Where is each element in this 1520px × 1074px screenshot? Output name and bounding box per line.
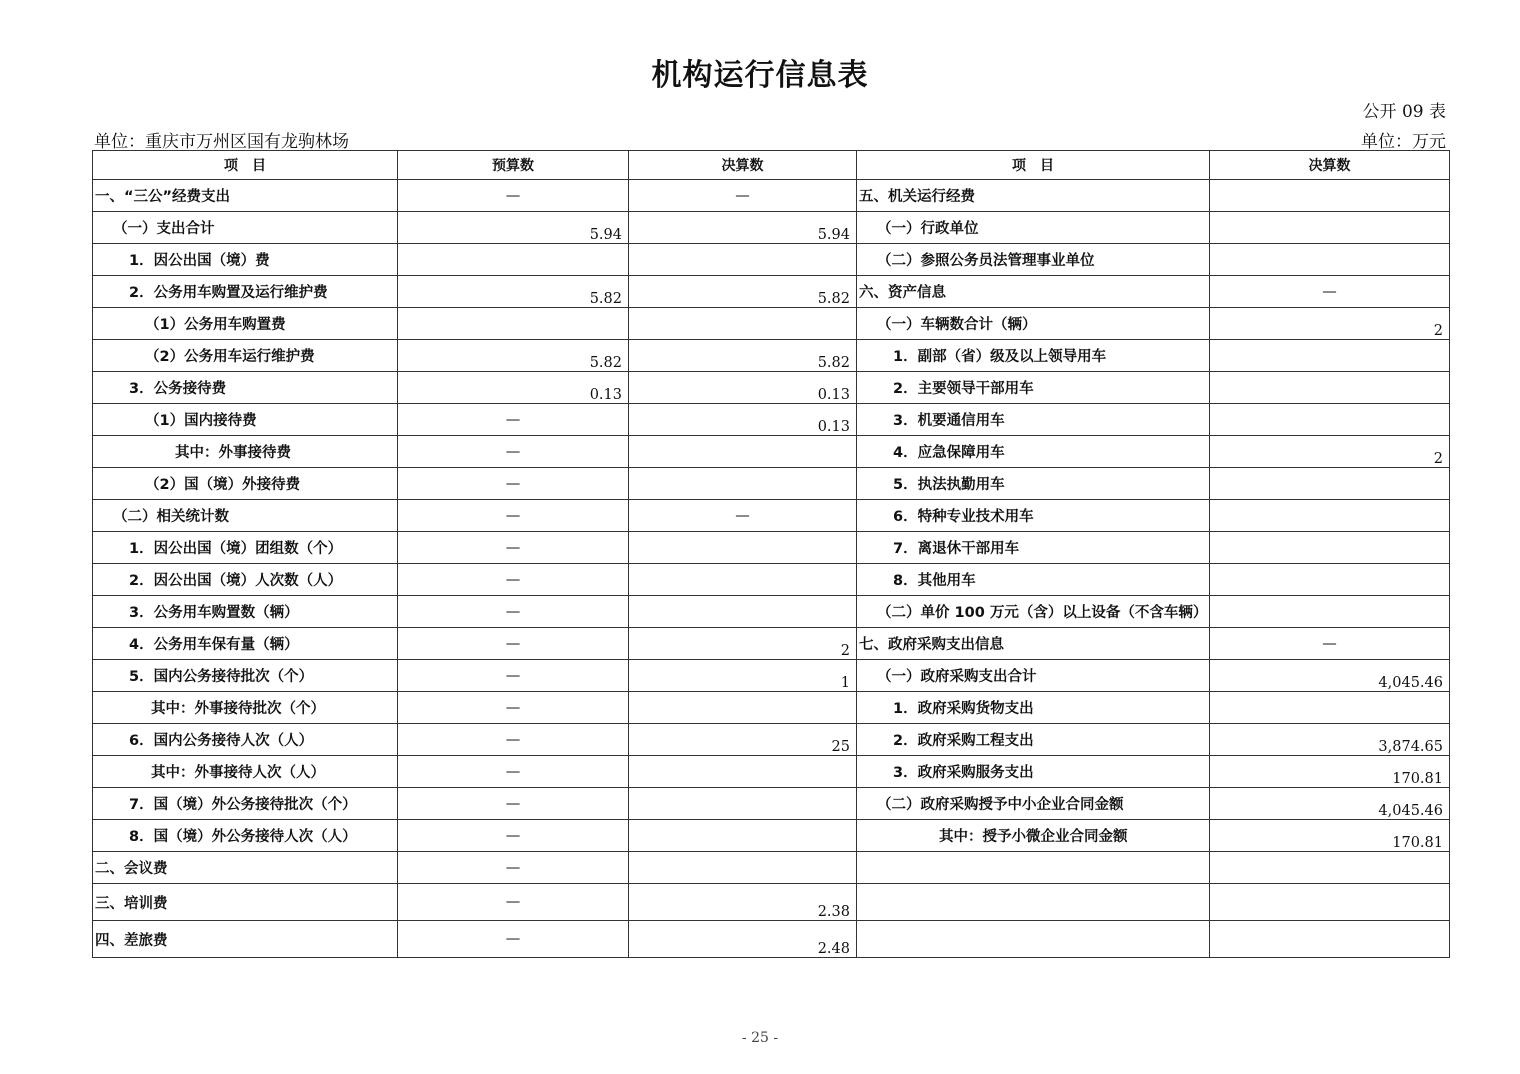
final-value (629, 820, 857, 852)
row-item-label-right: 2．政府采购工程支出 (857, 724, 1210, 756)
row-item-label: 其中：外事接待批次（个） (93, 692, 398, 724)
budget-value: — (398, 820, 629, 852)
row-item-label-right: 七、政府采购支出信息 (857, 628, 1210, 660)
row-item-label: 2．因公出国（境）人次数（人） (93, 564, 398, 596)
table-row (93, 724, 1450, 756)
final-value-right (1210, 468, 1450, 500)
row-item-label-right: 5．执法执勤用车 (857, 468, 1210, 500)
table-row (93, 468, 1450, 500)
row-item-label: 其中：外事接待费 (93, 436, 398, 468)
final-value (629, 564, 857, 596)
row-item-label: 1．因公出国（境）团组数（个） (93, 532, 398, 564)
budget-value: — (398, 628, 629, 660)
budget-value: 5.82 (398, 340, 629, 372)
row-item-label-right: 3．政府采购服务支出 (857, 756, 1210, 788)
table-row (93, 212, 1450, 244)
row-item-label: （1）国内接待费 (93, 404, 398, 436)
final-value-right: 2 (1210, 436, 1450, 468)
row-item-label: 二、会议费 (93, 852, 398, 884)
budget-value: — (398, 724, 629, 756)
budget-value: — (398, 692, 629, 724)
final-value: 1 (629, 660, 857, 692)
final-value-right: — (1210, 628, 1450, 660)
final-value-right: — (1210, 276, 1450, 308)
row-item-label: 2．公务用车购置及运行维护费 (93, 276, 398, 308)
final-value (629, 468, 857, 500)
row-item-label-right: 1．政府采购货物支出 (857, 692, 1210, 724)
row-item-label-right: （二）参照公务员法管理事业单位 (857, 244, 1210, 276)
final-value: 0.13 (629, 404, 857, 436)
row-item-label-right: 2．主要领导干部用车 (857, 372, 1210, 404)
budget-value: — (398, 596, 629, 628)
budget-value: — (398, 852, 629, 884)
final-value-right (1210, 692, 1450, 724)
header-item-right: 项 目 (857, 151, 1210, 180)
final-value (629, 532, 857, 564)
row-item-label-right: 4．应急保障用车 (857, 436, 1210, 468)
info-table (92, 150, 1450, 958)
final-value (629, 788, 857, 820)
row-item-label: 8．国（境）外公务接待人次（人） (93, 820, 398, 852)
final-value (629, 436, 857, 468)
page-number: - 25 - (741, 1030, 779, 1046)
final-value-right (1210, 500, 1450, 532)
final-value-right (1210, 244, 1450, 276)
final-value-right: 4,045.46 (1210, 788, 1450, 820)
row-item-label: 4．公务用车保有量（辆） (93, 628, 398, 660)
row-item-label: 三、培训费 (93, 884, 398, 921)
row-item-label-right: （一）行政单位 (857, 212, 1210, 244)
final-value: 2.48 (629, 921, 857, 958)
row-item-label: （一）支出合计 (93, 212, 398, 244)
budget-value (398, 244, 629, 276)
table-row (93, 596, 1450, 628)
table-body (93, 180, 1450, 958)
budget-value: — (398, 564, 629, 596)
row-item-label: （2）公务用车运行维护费 (93, 340, 398, 372)
final-value-right (1210, 884, 1450, 921)
final-value: — (629, 180, 857, 212)
table-row (93, 500, 1450, 532)
final-value: 2 (629, 628, 857, 660)
final-value-right: 4,045.46 (1210, 660, 1450, 692)
table-header-row (93, 151, 1450, 180)
final-value (629, 756, 857, 788)
final-value-right (1210, 532, 1450, 564)
header-final: 决算数 (629, 151, 857, 180)
row-item-label-right: （二）单价 100 万元（含）以上设备（不含车辆） (857, 596, 1210, 628)
row-item-label: 一、“三公”经费支出 (93, 180, 398, 212)
table-row (93, 788, 1450, 820)
budget-value: — (398, 660, 629, 692)
row-item-label-right (857, 884, 1210, 921)
final-value-right (1210, 596, 1450, 628)
final-value (629, 692, 857, 724)
final-value-right (1210, 212, 1450, 244)
final-value-right (1210, 404, 1450, 436)
budget-value: — (398, 404, 629, 436)
table-row (93, 276, 1450, 308)
row-item-label-right: （一）政府采购支出合计 (857, 660, 1210, 692)
budget-value: — (398, 756, 629, 788)
budget-value: — (398, 468, 629, 500)
row-item-label-right: 8．其他用车 (857, 564, 1210, 596)
row-item-label-right: （一）车辆数合计（辆） (857, 308, 1210, 340)
row-item-label: 1．因公出国（境）费 (93, 244, 398, 276)
form-number: 公开 09 表 (1362, 102, 1446, 122)
final-value: — (629, 500, 857, 532)
row-item-label-right: （二）政府采购授予中小企业合同金额 (857, 788, 1210, 820)
budget-value: — (398, 500, 629, 532)
row-item-label-right (857, 921, 1210, 958)
row-item-label: （2）国（境）外接待费 (93, 468, 398, 500)
row-item-label: 5．国内公务接待批次（个） (93, 660, 398, 692)
final-value-right (1210, 372, 1450, 404)
table-row (93, 436, 1450, 468)
budget-value: — (398, 532, 629, 564)
final-value: 2.38 (629, 884, 857, 921)
table-row (93, 340, 1450, 372)
table-row (93, 372, 1450, 404)
table-row (93, 628, 1450, 660)
budget-value: — (398, 788, 629, 820)
row-item-label-right (857, 852, 1210, 884)
final-value-right (1210, 564, 1450, 596)
final-value-right: 170.81 (1210, 820, 1450, 852)
final-value: 5.82 (629, 276, 857, 308)
header-final-right: 决算数 (1210, 151, 1450, 180)
budget-value: — (398, 921, 629, 958)
organization-unit: 单位：重庆市万州区国有龙驹林场 (94, 132, 349, 152)
page-title: 机构运行信息表 (651, 58, 869, 93)
currency-unit: 单位：万元 (1361, 132, 1446, 152)
final-value: 5.94 (629, 212, 857, 244)
row-item-label-right: 其中：授予小微企业合同金额 (857, 820, 1210, 852)
budget-value: 0.13 (398, 372, 629, 404)
row-item-label: 3．公务接待费 (93, 372, 398, 404)
final-value-right (1210, 852, 1450, 884)
table-row (93, 884, 1450, 921)
table-row (93, 921, 1450, 958)
row-item-label: （二）相关统计数 (93, 500, 398, 532)
budget-value: 5.82 (398, 276, 629, 308)
final-value: 0.13 (629, 372, 857, 404)
row-item-label-right: 6．特种专业技术用车 (857, 500, 1210, 532)
final-value-right (1210, 180, 1450, 212)
row-item-label: 7．国（境）外公务接待批次（个） (93, 788, 398, 820)
table-row (93, 532, 1450, 564)
row-item-label-right: 3．机要通信用车 (857, 404, 1210, 436)
final-value-right (1210, 340, 1450, 372)
final-value: 5.82 (629, 340, 857, 372)
final-value (629, 308, 857, 340)
final-value (629, 596, 857, 628)
table-row (93, 404, 1450, 436)
table-row (93, 308, 1450, 340)
final-value-right: 2 (1210, 308, 1450, 340)
final-value-right: 3,874.65 (1210, 724, 1450, 756)
table-row (93, 660, 1450, 692)
budget-value: 5.94 (398, 212, 629, 244)
table-row (93, 852, 1450, 884)
budget-value: — (398, 180, 629, 212)
table-row (93, 692, 1450, 724)
budget-value: — (398, 436, 629, 468)
table-row (93, 180, 1450, 212)
final-value: 25 (629, 724, 857, 756)
table-row (93, 564, 1450, 596)
table-row (93, 244, 1450, 276)
row-item-label-right: 7．离退休干部用车 (857, 532, 1210, 564)
budget-value (398, 308, 629, 340)
final-value-right: 170.81 (1210, 756, 1450, 788)
final-value-right (1210, 921, 1450, 958)
table-row (93, 756, 1450, 788)
row-item-label-right: 1．副部（省）级及以上领导用车 (857, 340, 1210, 372)
final-value (629, 244, 857, 276)
header-item: 项 目 (93, 151, 398, 180)
budget-value: — (398, 884, 629, 921)
final-value (629, 852, 857, 884)
row-item-label-right: 六、资产信息 (857, 276, 1210, 308)
row-item-label: 3．公务用车购置数（辆） (93, 596, 398, 628)
row-item-label: 6．国内公务接待人次（人） (93, 724, 398, 756)
header-budget: 预算数 (398, 151, 629, 180)
row-item-label: 其中：外事接待人次（人） (93, 756, 398, 788)
row-item-label: 四、差旅费 (93, 921, 398, 958)
row-item-label: （1）公务用车购置费 (93, 308, 398, 340)
table-row (93, 820, 1450, 852)
row-item-label-right: 五、机关运行经费 (857, 180, 1210, 212)
